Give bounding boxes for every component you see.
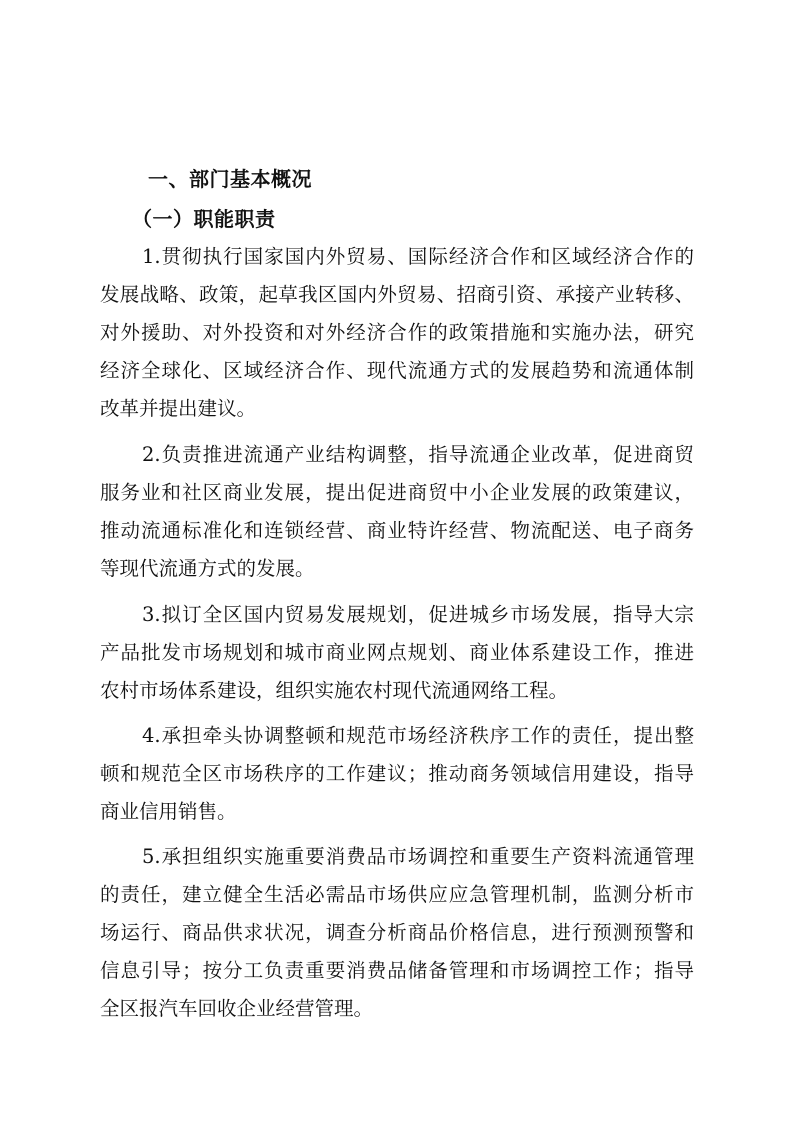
paragraph-line: 商业信用销售。 xyxy=(100,800,237,823)
paragraph-2 xyxy=(100,436,694,588)
paragraph-4 xyxy=(100,717,694,831)
paragraph-line: 农村市场体系建设，组织实施农村现代流通网络工程。 xyxy=(100,679,569,702)
paragraph-line: 信息引导；按分工负责重要消费品储备管理和市场调控工作；指导 xyxy=(100,959,694,982)
paragraph-line: 的责任，建立健全生活必需品市场供应应急管理机制，监测分析市 xyxy=(100,883,694,906)
paragraph-line: 5.承担组织实施重要消费品市场调控和重要生产资料流通管理 xyxy=(142,845,694,868)
paragraph-line: 4.承担牵头协调整顿和规范市场经济秩序工作的责任，提出整 xyxy=(142,724,694,747)
paragraph-line: 对外援助、对外投资和对外经济合作的政策措施和实施办法，研究 xyxy=(100,321,694,344)
paragraph-5 xyxy=(100,838,694,1028)
paragraph-1 xyxy=(100,238,694,428)
paragraph-line: 1.贯彻执行国家国内外贸易、国际经济合作和区域经济合作的 xyxy=(142,245,694,268)
paragraph-line: 产品批发市场规划和城市商业网点规划、商业体系建设工作，推进 xyxy=(100,641,694,664)
paragraph-line: 等现代流通方式的发展。 xyxy=(100,557,315,580)
paragraph-line: 发展战略、政策，起草我区国内外贸易、招商引资、承接产业转移、 xyxy=(100,283,694,306)
paragraph-line: 全区报汽车回收企业经营管理。 xyxy=(100,997,374,1020)
paragraph-line: 服务业和社区商业发展，提出促进商贸中小企业发展的政策建议， xyxy=(100,481,694,504)
paragraph-line: 场运行、商品供求状况，调查分析商品价格信息，进行预测预警和 xyxy=(100,921,694,944)
paragraph-line: 改革并提出建议。 xyxy=(100,397,257,420)
section-heading: 一、部门基本概况 xyxy=(148,167,312,191)
paragraph-3 xyxy=(100,596,694,710)
paragraph-line: 推动流通标准化和连锁经营、商业特许经营、物流配送、电子商务 xyxy=(100,519,694,542)
paragraph-line: 顿和规范全区市场秩序的工作建议；推动商务领域信用建设，指导 xyxy=(100,762,694,785)
paragraph-line: 3.拟订全区国内贸易发展规划，促进城乡市场发展，指导大宗 xyxy=(142,603,694,626)
paragraph-line: 2.负责推进流通产业结构调整，指导流通企业改革，促进商贸 xyxy=(142,443,694,466)
subsection-heading: （一）职能职责 xyxy=(132,207,276,231)
paragraph-line: 经济全球化、区域经济合作、现代流通方式的发展趋势和流通体制 xyxy=(100,359,694,382)
